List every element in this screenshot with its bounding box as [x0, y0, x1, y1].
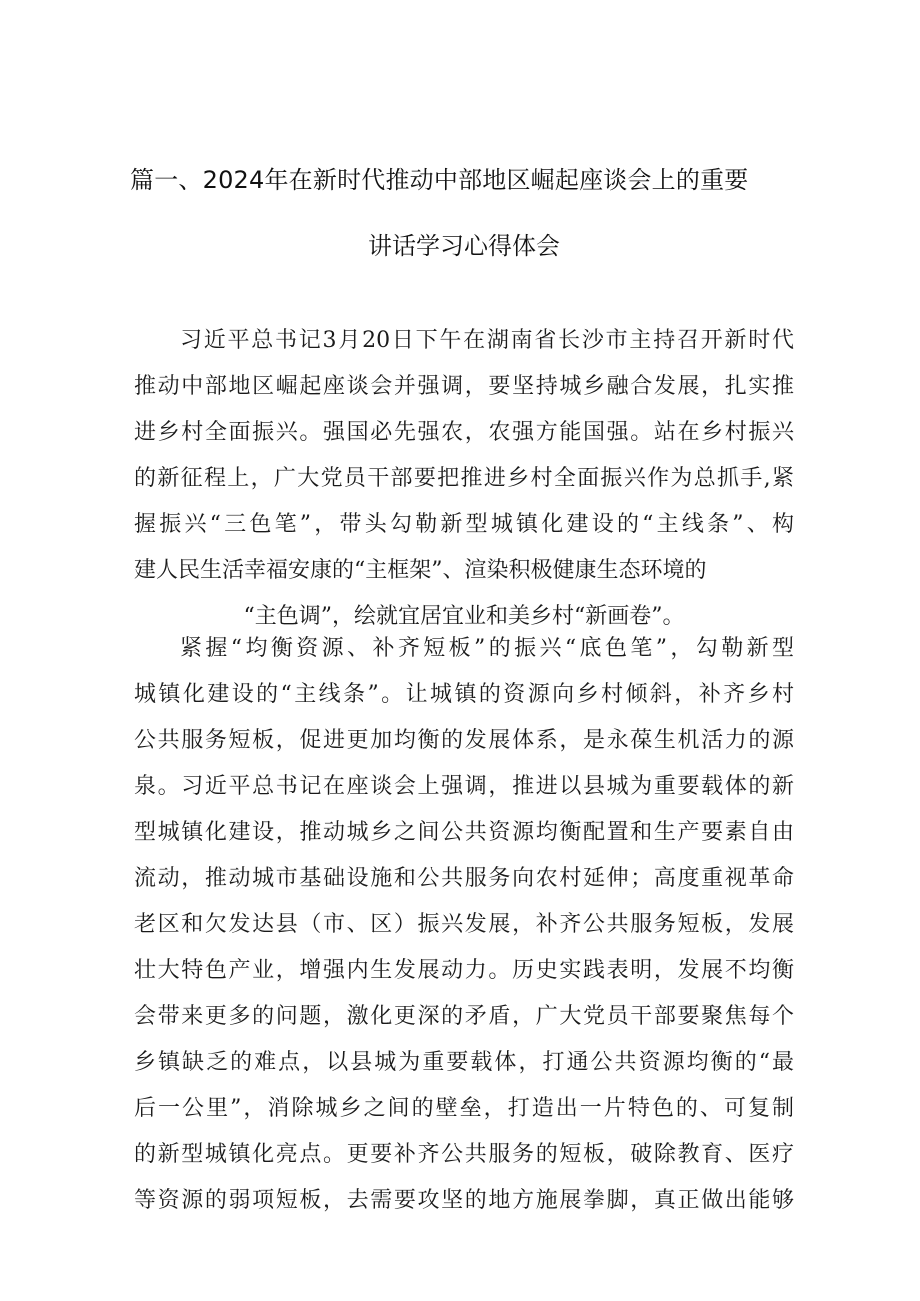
paragraph-line: 流动，推动城市基础设施和公共服务向农村延伸；高度重视革命	[134, 866, 794, 891]
paragraph-line: 后一公里”，消除城乡之间的壁垒，打造出一片特色的、可复制	[134, 1096, 794, 1121]
paragraph-2	[134, 626, 794, 1224]
document-title-line-1: 篇一、2024年在新时代推动中部地区崛起座谈会上的重要	[130, 166, 749, 194]
document-title-line-2: 讲话学习心得体会	[368, 232, 560, 260]
paragraph-line: 握振兴“三色笔”，带头勾勒新型城镇化建设的“主线条”、构	[134, 512, 794, 537]
paragraph-line: 建人民生活幸福安康的“主框架”、渲染积极健康生态环境的	[134, 558, 707, 583]
paragraph-line: 乡镇缺乏的难点，以县城为重要载体，打通公共资源均衡的“最	[134, 1050, 794, 1075]
paragraph-line: 公共服务短板，促进更加均衡的发展体系，是永葆生机活力的源	[134, 728, 794, 753]
paragraph-line: 老区和欠发达县（市、区）振兴发展，补齐公共服务短板，发展	[134, 912, 794, 937]
paragraph-line: 城镇化建设的“主线条”。让城镇的资源向乡村倾斜，补齐乡村	[134, 682, 794, 707]
paragraph-line: 习近平总书记3月20日下午在湖南省长沙市主持召开新时代	[180, 328, 794, 353]
paragraph-line: 的新征程上，广大党员干部要把推进乡村全面振兴作为总抓手,紧	[134, 466, 794, 491]
paragraph-line: 紧握“均衡资源、补齐短板”的振兴“底色笔”，勾勒新型	[180, 636, 794, 661]
paragraph-line: 型城镇化建设，推动城乡之间公共资源均衡配置和生产要素自由	[134, 820, 794, 845]
paragraph-line: 进乡村全面振兴。强国必先强农，农强方能国强。站在乡村振兴	[134, 420, 794, 445]
paragraph-line: 的新型城镇化亮点。更要补齐公共服务的短板，破除教育、医疗	[134, 1142, 794, 1167]
paragraph-line: 泉。习近平总书记在座谈会上强调，推进以县城为重要载体的新	[134, 774, 794, 799]
paragraph-1	[134, 318, 794, 640]
paragraph-line: 壮大特色产业，增强内生发展动力。历史实践表明，发展不均衡	[134, 958, 794, 983]
paragraph-line: “主色调”，绘就宜居宜业和美乡村“新画卷”。	[243, 604, 685, 629]
paragraph-line: 会带来更多的问题，激化更深的矛盾，广大党员干部要聚焦每个	[134, 1004, 794, 1029]
paragraph-line: 推动中部地区崛起座谈会并强调，要坚持城乡融合发展，扎实推	[134, 374, 794, 399]
paragraph-line: 等资源的弱项短板，去需要攻坚的地方施展拳脚，真正做出能够	[134, 1188, 794, 1213]
